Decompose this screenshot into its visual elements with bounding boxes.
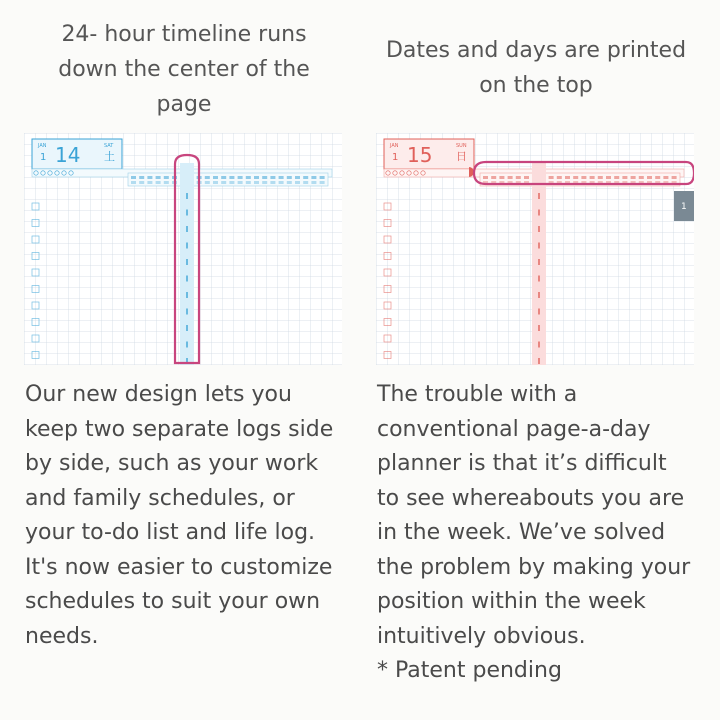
right-date: 15 — [407, 143, 433, 167]
date-strip-tick — [147, 176, 152, 179]
left-month: JAN — [38, 143, 47, 149]
date-strip-tick — [287, 181, 292, 184]
date-strip-tick — [131, 176, 136, 179]
date-strip-tick — [254, 181, 259, 184]
date-strip-tick — [639, 176, 644, 179]
left-day-number: 1 — [40, 152, 47, 163]
right-planner-figure — [376, 133, 694, 365]
left-planner-svg — [24, 133, 342, 365]
left-weekday-en: SAT — [104, 143, 114, 149]
date-strip-tick — [311, 176, 316, 179]
date-strip-tick — [303, 181, 308, 184]
date-strip-tick — [262, 176, 267, 179]
date-strip-tick — [647, 176, 652, 179]
date-strip-tick — [565, 176, 570, 179]
date-strip-tick — [295, 176, 300, 179]
date-strip-tick — [295, 181, 300, 184]
left-planner-figure — [24, 133, 342, 365]
date-strip-tick — [590, 176, 595, 179]
date-strip-tick — [246, 181, 251, 184]
right-weekday-en: SUN — [456, 143, 467, 149]
left-caption-text: 24- hour timeline runs down the center of the page — [58, 22, 310, 117]
date-strip-tick — [573, 176, 578, 179]
left-body — [25, 378, 355, 654]
date-strip-tick — [156, 181, 161, 184]
date-strip-tick — [221, 176, 226, 179]
right-planner-svg — [376, 133, 694, 365]
date-strip-tick — [524, 176, 529, 179]
date-strip-tick — [156, 176, 161, 179]
date-strip-tick — [287, 176, 292, 179]
date-strip-tick — [614, 176, 619, 179]
left-column — [14, 0, 354, 649]
date-strip-tick — [672, 176, 677, 179]
date-strip-tick — [279, 176, 284, 179]
date-strip-tick — [499, 176, 504, 179]
patent-note: * Patent pending — [377, 658, 562, 683]
right-caption-text: Dates and days are printed on the top — [385, 38, 687, 98]
right-weekday-jp: 日 — [456, 150, 467, 163]
date-strip-tick — [483, 176, 488, 179]
date-strip-tick — [229, 176, 234, 179]
right-day-number: 1 — [392, 152, 399, 163]
date-strip-tick — [238, 176, 243, 179]
left-weekday-jp: 土 — [104, 150, 115, 163]
date-strip-tick — [655, 176, 660, 179]
date-strip-tick — [205, 181, 210, 184]
date-strip-tick — [221, 181, 226, 184]
date-strip-tick — [606, 176, 611, 179]
date-strip-tick — [254, 176, 259, 179]
date-strip-tick — [631, 176, 636, 179]
date-strip-tick — [622, 176, 627, 179]
date-strip-tick — [270, 176, 275, 179]
date-strip-tick — [147, 181, 152, 184]
date-strip-tick — [303, 176, 308, 179]
right-caption — [366, 0, 706, 120]
date-strip-tick — [279, 181, 284, 184]
date-strip-tick — [205, 176, 210, 179]
right-body-text: The trouble with a conventional page-a-day planner is that it’s difficult to see whereabouts you are in the week. We’ve solved the problem by making your position within the week intuitively obvious. — [377, 382, 691, 649]
date-strip-tick — [213, 176, 218, 179]
left-date-strip — [128, 173, 328, 186]
date-strip-tick — [213, 181, 218, 184]
right-month: JAN — [390, 143, 399, 149]
date-strip-tick — [139, 181, 144, 184]
date-strip-tick — [557, 176, 562, 179]
date-strip-tick — [270, 181, 275, 184]
date-strip-tick — [246, 176, 251, 179]
right-column — [366, 0, 706, 683]
left-body-text: Our new design lets you keep two separate logs side by side, such as your work and family schedules, or your to-do list and life log. It's now easier to customize schedules to suit your own needs. — [25, 382, 334, 649]
right-body — [377, 378, 707, 689]
date-strip-tick — [663, 176, 668, 179]
left-date: 14 — [55, 143, 81, 167]
date-strip-tick — [229, 181, 234, 184]
left-caption — [14, 0, 354, 120]
date-strip-tick — [164, 181, 169, 184]
date-strip-tick — [320, 181, 325, 184]
date-strip-tick — [508, 176, 513, 179]
date-strip-tick — [320, 176, 325, 179]
date-strip-tick — [238, 181, 243, 184]
date-strip-tick — [164, 176, 169, 179]
date-strip-tick — [516, 176, 521, 179]
date-strip-tick — [598, 176, 603, 179]
date-strip-tick — [262, 181, 267, 184]
date-strip-tick — [581, 176, 586, 179]
date-strip-tick — [139, 176, 144, 179]
date-strip-tick — [491, 176, 496, 179]
date-strip-tick — [549, 176, 554, 179]
date-strip-tick — [311, 181, 316, 184]
right-index-tab-label: 1 — [681, 202, 687, 212]
date-strip-tick — [131, 181, 136, 184]
